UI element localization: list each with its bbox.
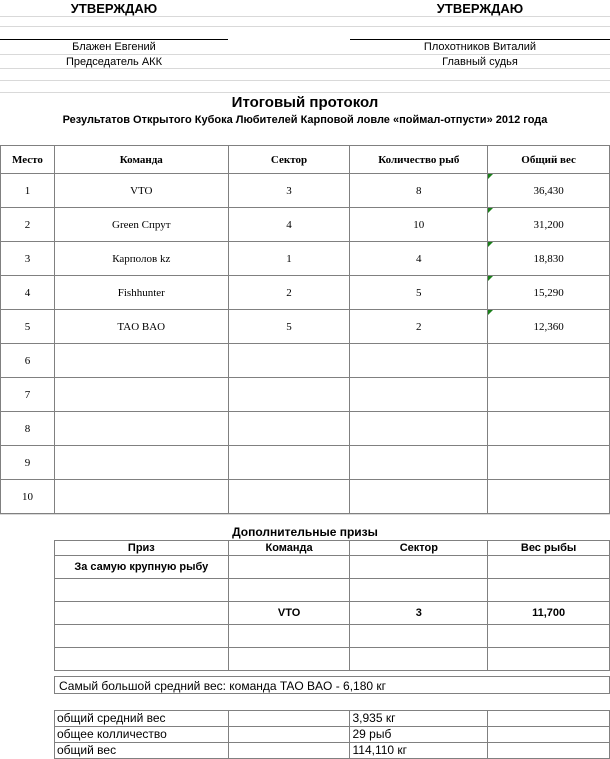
cell-sector: 2 <box>228 276 350 310</box>
empty-cell <box>55 625 229 648</box>
cell-team <box>54 446 228 480</box>
summary-label: общий вес <box>55 743 229 759</box>
col-header-team: Команда <box>228 541 350 556</box>
cell-place: 3 <box>1 242 55 276</box>
table-row <box>1 378 610 412</box>
approver-left-name: Блажен Евгений <box>72 41 156 53</box>
cell-sector <box>228 446 350 480</box>
cell-place: 4 <box>1 276 55 310</box>
empty-cell <box>228 743 350 759</box>
table-row <box>1 276 610 310</box>
table-row <box>55 602 610 625</box>
empty-cell <box>350 625 488 648</box>
cell-sector <box>228 480 350 514</box>
summary-value: 114,110 кг <box>350 743 488 759</box>
cell-count <box>350 378 488 412</box>
cell-team: Fishhunter <box>54 276 228 310</box>
prizes-header-row <box>55 541 610 556</box>
empty-cell <box>228 625 350 648</box>
approve-left-label: УТВЕРЖДАЮ <box>70 1 158 16</box>
results-header-row <box>1 146 610 174</box>
cell-count <box>350 480 488 514</box>
prize-weight: 11,700 <box>488 602 610 625</box>
cell-team: Green Спрут <box>54 208 228 242</box>
cell-count: 4 <box>350 242 488 276</box>
table-row <box>55 625 610 648</box>
summary-table <box>54 710 610 759</box>
cell-weight: 36,430 <box>488 174 610 208</box>
cell-sector <box>228 344 350 378</box>
summary-value: 3,935 кг <box>350 711 488 727</box>
signature-line-right <box>350 39 610 40</box>
approve-right-label: УТВЕРЖДАЮ <box>436 1 524 16</box>
cell-count <box>350 344 488 378</box>
cell-place: 9 <box>1 446 55 480</box>
cell-sector: 3 <box>228 174 350 208</box>
cell-place: 7 <box>1 378 55 412</box>
empty-cell <box>55 648 229 671</box>
col-header-weight: Общий вес <box>488 146 610 174</box>
empty-cell <box>55 579 229 602</box>
approver-right-name: Плохотников Виталий <box>423 41 537 53</box>
best-average-weight: Самый большой средний вес: команда TAO BAO - 6,180 кг <box>54 676 610 694</box>
table-row <box>1 208 610 242</box>
table-row <box>55 648 610 671</box>
empty-cell <box>228 727 350 743</box>
prize-sector: 3 <box>350 602 488 625</box>
cell-place: 8 <box>1 412 55 446</box>
col-header-place: Место <box>1 146 55 174</box>
cell-sector: 1 <box>228 242 350 276</box>
cell-team <box>54 480 228 514</box>
cell-sector: 5 <box>228 310 350 344</box>
col-header-team: Команда <box>54 146 228 174</box>
grid-line <box>0 54 610 55</box>
col-header-fish-weight: Вес рыбы <box>488 541 610 556</box>
cell-weight <box>488 446 610 480</box>
table-row <box>55 743 610 759</box>
empty-cell <box>488 648 610 671</box>
table-row <box>1 446 610 480</box>
cell-sector <box>228 378 350 412</box>
col-header-count: Количество рыб <box>350 146 488 174</box>
empty-cell <box>488 579 610 602</box>
cell-weight <box>488 480 610 514</box>
empty-cell <box>350 648 488 671</box>
empty-cell <box>350 556 488 579</box>
cell-count: 10 <box>350 208 488 242</box>
extra-prizes-title: Дополнительные призы <box>232 525 378 539</box>
table-row <box>1 480 610 514</box>
summary-value: 29 рыб <box>350 727 488 743</box>
grid-line <box>0 68 610 69</box>
cell-count <box>350 446 488 480</box>
cell-count: 8 <box>350 174 488 208</box>
empty-cell <box>488 727 610 743</box>
cell-team: VTO <box>54 174 228 208</box>
protocol-subtitle: Результатов Открытого Кубока Любителей Карповой ловле «поймал-отпусти» 2012 года <box>62 114 548 126</box>
cell-count: 5 <box>350 276 488 310</box>
signature-line-left <box>0 39 228 40</box>
cell-place: 6 <box>1 344 55 378</box>
cell-sector: 4 <box>228 208 350 242</box>
empty-cell <box>488 625 610 648</box>
empty-cell <box>488 556 610 579</box>
cell-weight: 15,290 <box>488 276 610 310</box>
cell-weight <box>488 344 610 378</box>
table-row <box>55 579 610 602</box>
grid-line <box>0 514 610 515</box>
empty-cell <box>228 711 350 727</box>
empty-cell <box>488 743 610 759</box>
results-table <box>0 145 610 514</box>
cell-weight <box>488 412 610 446</box>
protocol-title: Итоговый протокол <box>231 94 379 111</box>
table-row <box>1 242 610 276</box>
prize-name: За самую крупную рыбу <box>55 556 229 579</box>
cell-weight <box>488 378 610 412</box>
cell-place: 10 <box>1 480 55 514</box>
prize-team: VTO <box>228 602 350 625</box>
cell-team: Карполов kz <box>54 242 228 276</box>
table-row <box>55 727 610 743</box>
col-header-sector: Сектор <box>228 146 350 174</box>
table-row <box>1 310 610 344</box>
cell-team <box>54 412 228 446</box>
grid-line <box>0 26 610 27</box>
cell-team <box>54 344 228 378</box>
grid-line <box>0 92 610 93</box>
empty-cell <box>228 556 350 579</box>
summary-label: общий средний вес <box>55 711 229 727</box>
table-row <box>1 174 610 208</box>
cell-team <box>54 378 228 412</box>
empty-cell <box>55 602 229 625</box>
summary-label: общее колличество <box>55 727 229 743</box>
table-row <box>1 344 610 378</box>
table-row <box>1 412 610 446</box>
table-row <box>55 711 610 727</box>
cell-weight: 18,830 <box>488 242 610 276</box>
prizes-table <box>54 540 610 671</box>
approver-right-role: Главный судья <box>442 56 518 68</box>
cell-team: TAO BAO <box>54 310 228 344</box>
col-header-prize: Приз <box>55 541 229 556</box>
cell-place: 2 <box>1 208 55 242</box>
grid-line <box>0 16 610 17</box>
cell-count: 2 <box>350 310 488 344</box>
cell-count <box>350 412 488 446</box>
approver-left-role: Председатель АКК <box>65 56 162 68</box>
cell-place: 1 <box>1 174 55 208</box>
cell-sector <box>228 412 350 446</box>
empty-cell <box>228 579 350 602</box>
cell-weight: 31,200 <box>488 208 610 242</box>
empty-cell <box>228 648 350 671</box>
cell-weight: 12,360 <box>488 310 610 344</box>
empty-cell <box>350 579 488 602</box>
col-header-sector: Сектор <box>350 541 488 556</box>
cell-place: 5 <box>1 310 55 344</box>
empty-cell <box>488 711 610 727</box>
grid-line <box>0 80 610 81</box>
table-row <box>55 556 610 579</box>
